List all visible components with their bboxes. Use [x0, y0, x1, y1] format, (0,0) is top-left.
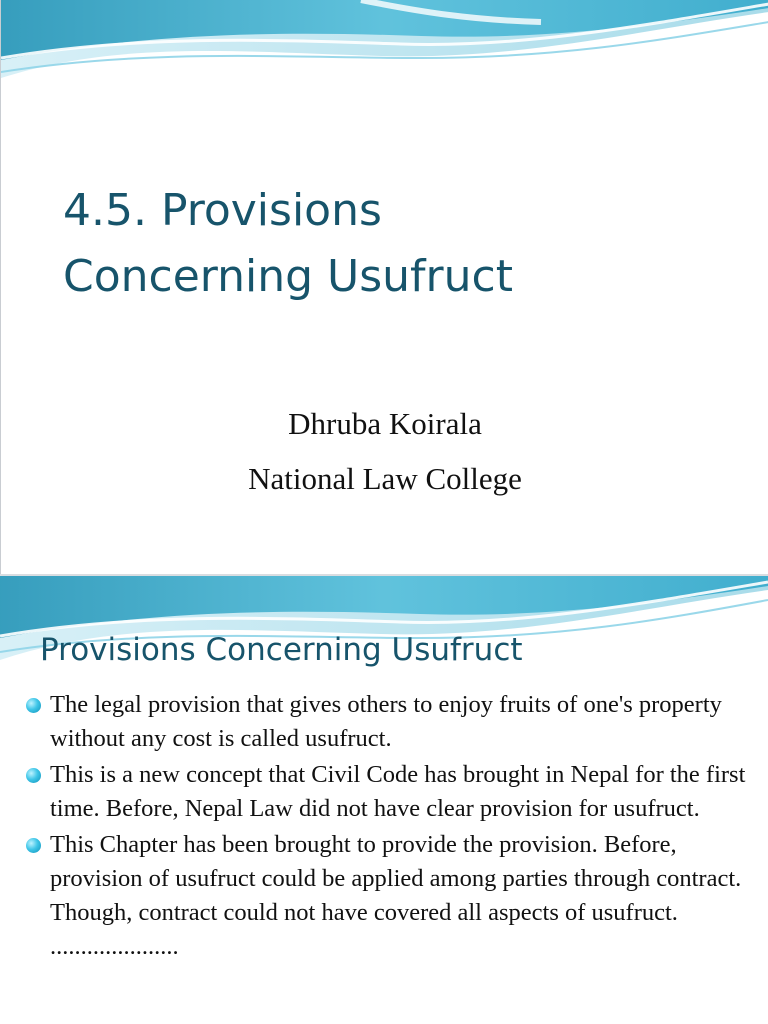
list-item	[24, 758, 754, 826]
list-item-text: This Chapter has been brought to provide the provision. Before, provision of usufruct could be applied among parties through contract. Though, contract could not have covered all aspects of usufruct. .....................	[50, 831, 742, 960]
slide-title: Provisions Concerning Usufruct	[40, 632, 523, 668]
author-block	[1, 396, 768, 506]
bullet-icon	[26, 838, 41, 853]
author-name: Dhruba Koirala	[288, 406, 482, 441]
content-slide	[0, 574, 768, 1024]
wave-header-decoration	[1, 0, 768, 110]
institution-name: National Law College	[248, 461, 522, 496]
list-item	[24, 828, 754, 964]
slide-title	[63, 178, 743, 310]
list-item-text: This is a new concept that Civil Code has brought in Nepal for the first time. Before, Nepal Law did not have clear provision for usufruct.	[50, 761, 746, 822]
bullet-icon	[26, 768, 41, 783]
bullet-icon	[26, 698, 41, 713]
list-item-text: The legal provision that gives others to enjoy fruits of one's property without any cost is called usufruct.	[50, 691, 722, 752]
list-item	[24, 688, 754, 756]
slide-title-line-1: 4.5. Provisions	[63, 185, 382, 236]
slide-title-line-2: Concerning Usufruct	[63, 251, 513, 302]
bullet-list	[24, 688, 754, 966]
